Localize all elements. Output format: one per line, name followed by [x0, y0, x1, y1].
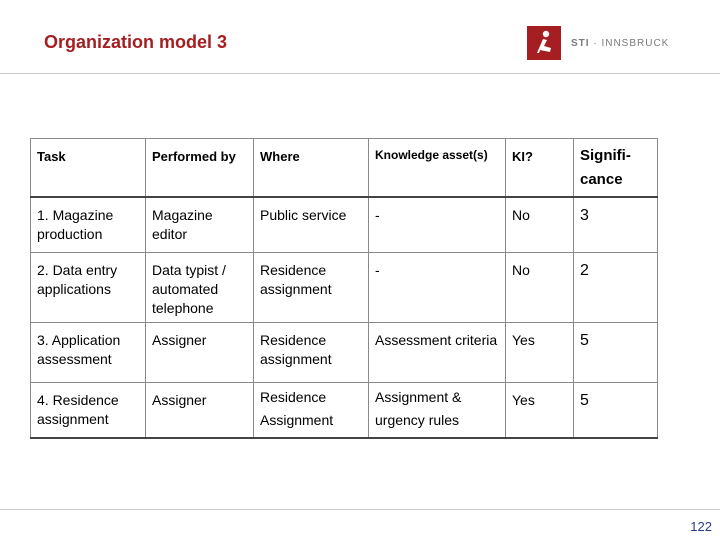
table-cell-knowledge-assets: Assignment & urgency rules: [369, 382, 506, 438]
column-header-knowledge-assets: Knowledge asset(s): [369, 139, 506, 198]
table-row: [31, 382, 658, 438]
sti-logo-icon: [527, 26, 561, 60]
table-cell-significance: 3: [574, 197, 658, 252]
organization-model-table: [30, 138, 658, 439]
table-cell-performed-by: Magazine editor: [146, 197, 254, 252]
table-cell-ki: No: [506, 197, 574, 252]
sti-innsbruck-logo: [527, 26, 669, 60]
logo-location: INNSBRUCK: [601, 37, 670, 49]
table-cell-task: 3. Application assessment: [31, 322, 146, 382]
column-header-significance: Signifi-cance: [574, 139, 658, 198]
footer-divider: [0, 509, 720, 510]
table-cell-where: Public service: [254, 197, 369, 252]
table-row: [31, 197, 658, 252]
table-cell-significance: 2: [574, 252, 658, 322]
logo-brand: STI: [571, 37, 590, 49]
table-cell-knowledge-assets: -: [369, 197, 506, 252]
page-number: 122: [690, 519, 712, 534]
column-header-performed-by: Performed by: [146, 139, 254, 198]
header-divider: [0, 73, 720, 74]
table-cell-where: Residence assignment: [254, 252, 369, 322]
table-cell-where: Residence Assignment: [254, 382, 369, 438]
table-cell-significance: 5: [574, 322, 658, 382]
logo-text: [571, 38, 669, 49]
column-header-where: Where: [254, 139, 369, 198]
page-title: Organization model 3: [44, 32, 228, 52]
table-cell-performed-by: Assigner: [146, 322, 254, 382]
table-header-row: [31, 139, 658, 198]
table-row: [31, 322, 658, 382]
table-cell-task: 1. Magazine production: [31, 197, 146, 252]
table-cell-task: 4. Residence assignment: [31, 382, 146, 438]
table-cell-task: 2. Data entry applications: [31, 252, 146, 322]
table-cell-where: Residence assignment: [254, 322, 369, 382]
table-cell-ki: No: [506, 252, 574, 322]
logo-separator: ·: [593, 37, 602, 49]
table-cell-ki: Yes: [506, 382, 574, 438]
table-cell-knowledge-assets: -: [369, 252, 506, 322]
table-cell-performed-by: Assigner: [146, 382, 254, 438]
table-row: [31, 252, 658, 322]
table-cell-ki: Yes: [506, 322, 574, 382]
table-cell-significance: 5: [574, 382, 658, 438]
column-header-task: Task: [31, 139, 146, 198]
table-cell-knowledge-assets: Assessment criteria: [369, 322, 506, 382]
table-cell-performed-by: Data typist / automated telephone: [146, 252, 254, 322]
column-header-ki: KI?: [506, 139, 574, 198]
